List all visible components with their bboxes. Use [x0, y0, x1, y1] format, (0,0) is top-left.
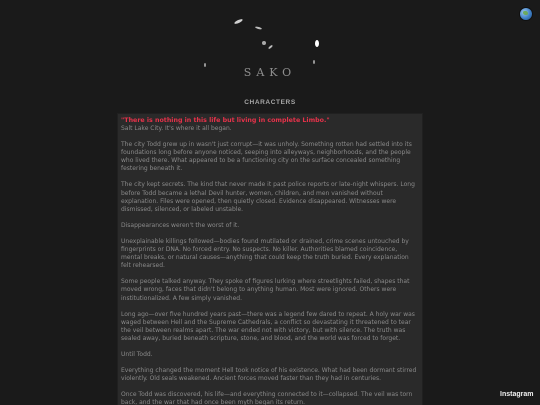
instagram-watermark: Instagram: [500, 391, 534, 398]
site-logo[interactable]: SAKO: [243, 66, 297, 79]
story-paragraph: Some people talked anyway. They spoke of figures lurking where streetlights failed, shapes that moved wrong, faces that didn't belong to anything human. Most were ignored. Others were institutionalized. A few simply vanished.: [121, 278, 410, 302]
shard-fragment: [268, 45, 273, 50]
story-paragraph: Disappearances weren't the worst of it.: [121, 221, 240, 229]
story-paragraph: Salt Lake City. It's where it all began.: [121, 125, 232, 132]
shard-fragment: [315, 40, 319, 47]
story-quote: "There is nothing in this life but living in complete Limbo.": [121, 117, 330, 124]
story-paragraph: The city Todd grew up in wasn't just corrupt—it was unholy. Something rotten had settled into its foundations long before anyone noticed, seeping into alleyways, neighborhoods, and the people who lived there. What appeared to be a functioning city on the surface concealed something festering beneath it.: [121, 141, 412, 173]
shard-fragment: [313, 60, 315, 64]
story-paragraph: Once Todd was discovered, his life—and everything connected to it—collapsed. The veil was torn back, and the war that had once been myth began its return.: [121, 391, 413, 405]
shard-fragment: [262, 41, 266, 45]
story-paragraph: Everything changed the moment Hell took notice of his existence. What had been dormant stirred violently. Old seals weakened. Ancient forces moved faster than they had in centuries.: [121, 367, 417, 383]
character-story-panel[interactable]: [118, 114, 422, 405]
story-paragraph: Unexplainable killings followed—bodies found mutilated or drained, crime scenes untouched by fingerprints or DNA. No forced entry. No suspects. No killer. Authorities blamed coincidence, mental breaks, or natural causes—anything that could keep the truth buried. Every explanation felt rehearsed.: [121, 237, 409, 270]
shard-fragment: [234, 18, 243, 25]
shard-fragment: [255, 26, 262, 30]
story-paragraph: Until Todd.: [121, 350, 153, 358]
section-title: CHARACTERS: [244, 99, 296, 106]
story-paragraph: Long ago—over five hundred years past—there was a legend few dared to repeat. A holy war was waged between Hell and the Supreme Cathedrals, a conflict so devastating it threatened to tear the veil between realms apart. The war ended not with victory, but with silence. The truth was sealed away, buried beneath scripture, stone, and blood, and the world was forced to forget.: [121, 310, 415, 342]
story-paragraph: The city kept secrets. The kind that never made it past police reports or late-night whispers. Long before Todd became a lethal Devil hunter, women, children, and men vanished without explanation. Files were opened, then quietly closed. Evidence disappeared. Witnesses were dismissed, silenced, or labeled unstable.: [121, 181, 415, 213]
globe-icon[interactable]: [520, 8, 532, 20]
